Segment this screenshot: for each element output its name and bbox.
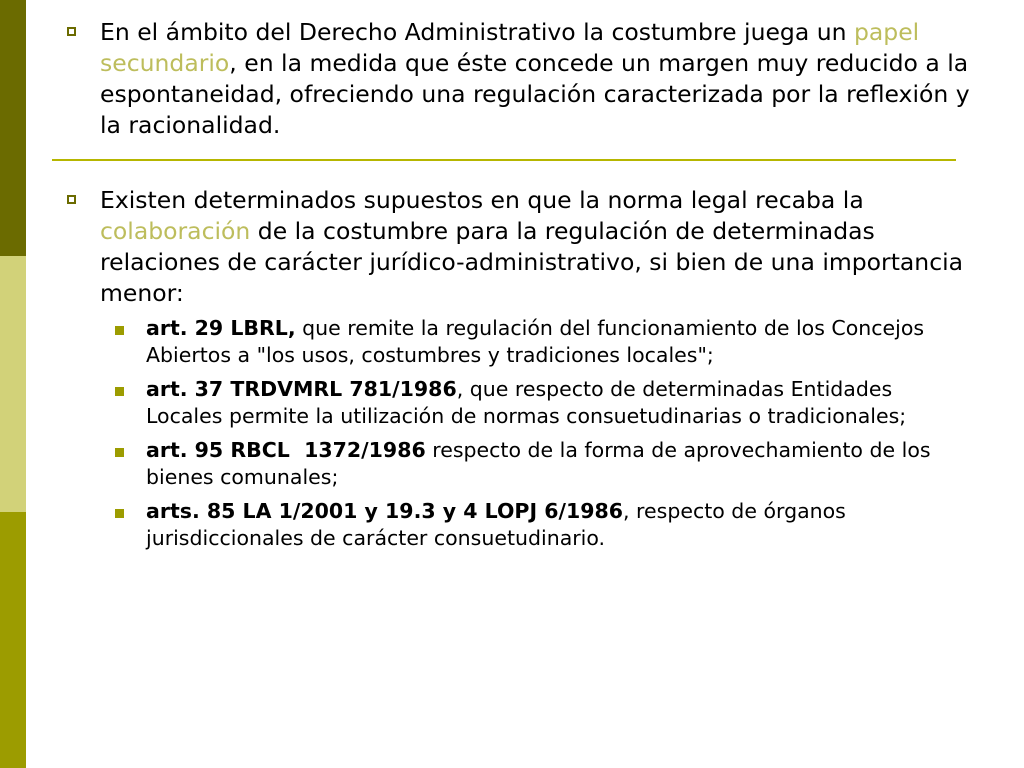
sub-bullet-list <box>146 315 966 559</box>
sub-item-text: respecto de la forma de aprovechamiento de los bienes comunales; <box>146 438 931 489</box>
sub-list-item <box>146 498 966 551</box>
sub-item-text: , que respecto de determinadas Entidades Locales permite la utilización de normas consuetudinarias o tradicionales; <box>146 377 907 428</box>
sidebar-decoration <box>0 0 26 768</box>
hollow-square-bullet-icon <box>67 27 76 36</box>
hollow-square-bullet-icon <box>67 195 76 204</box>
filled-square-bullet-icon <box>115 387 124 396</box>
bullet-text-2 <box>100 185 980 309</box>
section-separator <box>52 159 956 161</box>
sub-list-item <box>146 315 966 368</box>
sub-item-reference: art. 95 RBCL 1372/1986 <box>146 438 426 462</box>
sub-item-reference: art. 37 TRDVMRL 781/1986 <box>146 377 457 401</box>
filled-square-bullet-icon <box>115 326 124 335</box>
sub-list-item <box>146 376 966 429</box>
sub-list-item <box>146 437 966 490</box>
sub-item-text: , respecto de órganos jurisdiccionales de carácter consuetudinario. <box>146 499 846 550</box>
bullet-1-text-start: En el ámbito del Derecho Administrativo la costumbre juega un <box>100 18 854 46</box>
sidebar-band-bottom <box>0 512 26 768</box>
bullet-2-highlight: colaboración <box>100 217 251 245</box>
sub-item-reference: art. 29 LBRL, <box>146 316 296 340</box>
sidebar-band-middle <box>0 256 26 512</box>
bullet-2-text-start: Existen determinados supuestos en que la norma legal recaba la <box>100 186 864 214</box>
bullet-1-text-end: , en la medida que éste concede un margen muy reducido a la espontaneidad, ofreciendo una regulación caracterizada por la reflexión y la racionalidad. <box>100 49 970 139</box>
sidebar-band-top <box>0 0 26 256</box>
filled-square-bullet-icon <box>115 448 124 457</box>
bullet-1-highlight: papel secundario <box>100 18 920 77</box>
filled-square-bullet-icon <box>115 509 124 518</box>
bullet-2-text-end: de la costumbre para la regulación de determinadas relaciones de carácter jurídico-administrativo, si bien de una importancia menor: <box>100 217 964 307</box>
sub-item-text: que remite la regulación del funcionamiento de los Concejos Abiertos a "los usos, costumbres y tradiciones locales"; <box>146 316 925 367</box>
bullet-text-1 <box>100 17 980 141</box>
sub-item-reference: arts. 85 LA 1/2001 y 19.3 y 4 LOPJ 6/1986 <box>146 499 624 523</box>
